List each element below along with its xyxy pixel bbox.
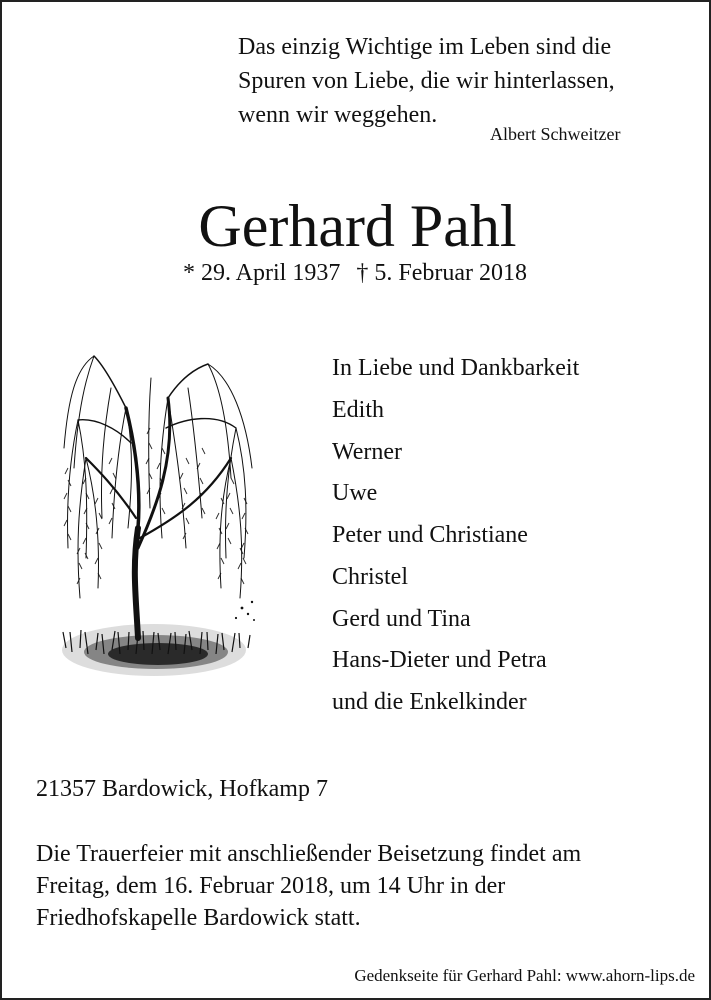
birth-date: * 29. April 1937 <box>183 260 341 286</box>
mourner-line: Gerd und Tina <box>332 605 471 632</box>
death-date: † 5. Februar 2018 <box>356 260 527 286</box>
deceased-name: Gerhard Pahl <box>198 193 517 259</box>
weeping-willow-illustration <box>56 348 261 708</box>
quote-line: wenn wir weggehen. <box>238 102 438 128</box>
quote-line: Das einzig Wichtige im Leben sind die <box>238 34 612 60</box>
mourner-line: Werner <box>332 438 403 465</box>
mourner-line: Uwe <box>332 480 378 507</box>
service-line: Friedhofskapelle Bardowick statt. <box>36 905 361 931</box>
mourners-list <box>332 348 579 724</box>
funeral-service-info <box>36 838 581 934</box>
mourner-line: Hans-Dieter und Petra <box>332 647 547 674</box>
quote-line: Spuren von Liebe, die wir hinterlassen, <box>238 68 615 94</box>
mourner-line: Edith <box>332 396 384 423</box>
mourner-line: In Liebe und Dankbarkeit <box>332 355 580 381</box>
mourner-line: Peter und Christiane <box>332 522 528 548</box>
family-address: 21357 Bardowick, Hofkamp 7 <box>36 776 328 802</box>
quote-author: Albert Schweitzer <box>490 124 621 144</box>
service-line: Die Trauerfeier mit anschließender Beisetzung findet am <box>36 841 582 867</box>
life-dates <box>183 260 527 287</box>
mourner-line: Christel <box>332 563 408 590</box>
service-line: Freitag, dem 16. Februar 2018, um 14 Uhr in der <box>36 873 506 899</box>
memorial-page-link[interactable]: Gedenkseite für Gerhard Pahl: www.ahorn-lips.de <box>354 966 695 985</box>
quote-block <box>238 30 698 132</box>
mourner-line: und die Enkelkinder <box>332 689 527 715</box>
